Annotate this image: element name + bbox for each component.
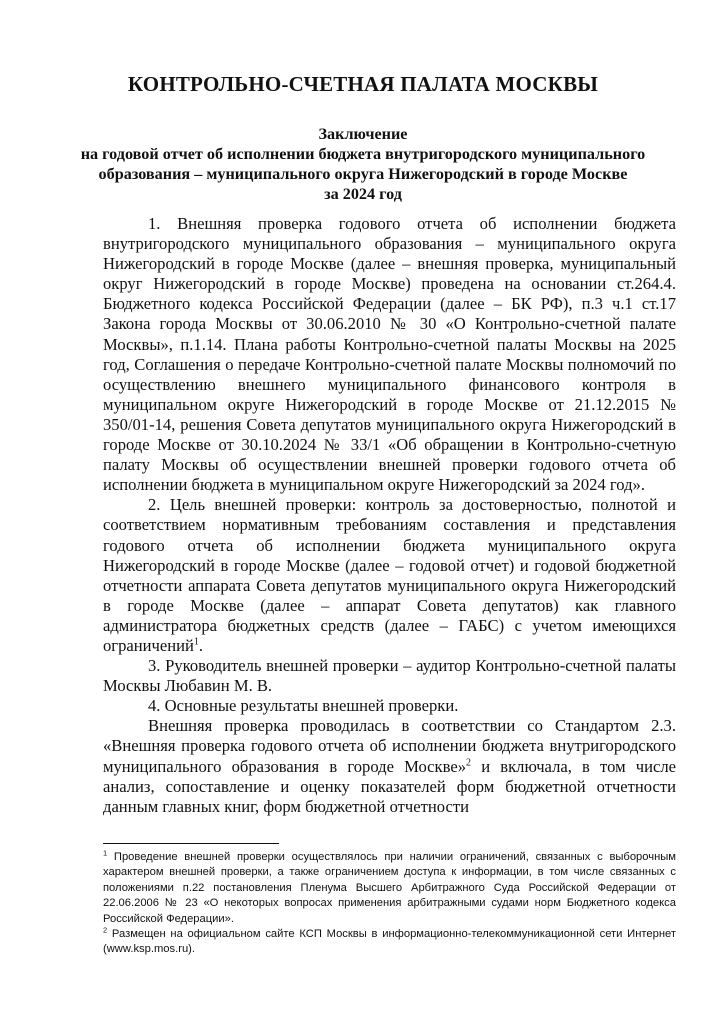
- paragraph-5: [103, 716, 676, 816]
- paragraph-4-text: 4. Основные результаты внешней проверки.: [148, 696, 459, 716]
- paragraph-1: [103, 214, 676, 495]
- paragraph-4: [103, 696, 676, 716]
- footnote-1-mark: 1: [103, 848, 108, 858]
- body-text: [103, 214, 676, 817]
- footnote-2-mark: 2: [103, 925, 108, 935]
- paragraph-2-text: 2. Цель внешней проверки: контроль за достоверностью, полнотой и соответствием нормативным требованиям составления и представления годового отчета об исполнении бюджета муниципального округа Нижегородский в городе Москве (далее – годовой отчет) и годовой бюджетной отчетности аппарата Совета депутатов муниципального округа Нижегородский в городе Москве (далее – аппарат Совета депутатов) как главного администратора бюджетных средств (далее – ГАБС) с учетом имеющихся ограничений: [103, 495, 676, 655]
- document-title-line: за 2024 год: [324, 185, 402, 203]
- footnote-1: [103, 850, 676, 927]
- paragraph-2: [103, 495, 676, 656]
- document-title: [80, 124, 646, 204]
- footnote-separator: [103, 843, 279, 844]
- paragraph-2-end: .: [198, 635, 204, 655]
- paragraph-5-continuation: и включала, в том числе анализ, сопоставление и оценку показателей форм бюджетной отчетности данным главных книг, форм бюджетной отчетности: [103, 756, 676, 816]
- paragraph-5-text: Внешняя проверка проводилась в соответствии со Стандартом 2.3. «Внешняя проверка годового отчета об исполнении бюджета внутригородского муниципального образования в городе Москве»: [103, 716, 676, 776]
- document-title-line: Заключение: [318, 125, 408, 143]
- document-title-line: образования – муниципального округа Нижегородский в городе Москве: [98, 165, 628, 183]
- footnotes: [103, 850, 676, 958]
- document-title-line: на годовой отчет об исполнении бюджета внутригородского муниципального: [80, 145, 646, 163]
- paragraph-1-text: 1. Внешняя проверка годового отчета об исполнении бюджета внутригородского муниципального образования – муниципального округа Нижегородский в городе Москве (далее – внешняя проверка, муниципальный округ Нижегородский в городе Москве) проведена на основании ст.264.4. Бюджетного кодекса Российской Федерации (далее – БК РФ), п.3 ч.1 ст.17 Закона города Москвы от 30.06.2010 № 30 «О Контрольно-счетной палате Москвы», п.1.14. Плана работы Контрольно-счетной палаты Москвы на 2025 год, Соглашения о передаче Контрольно-счетной палате Москвы полномочий по осуществлению внешнего муниципального финансового контроля в муниципальном округе Нижегородский в городе Москве от 21.12.2015 № 350/01-14, решения Совета депутатов муниципального округа Нижегородский в городе Москве от 30.10.2024 № 33/1 «Об обращении в Контрольно-счетную палату Москвы об осуществлении внешней проверки годового отчета об исполнении бюджета в муниципальном округе Нижегородский за 2024 год».: [103, 214, 676, 495]
- paragraph-3-text: 3. Руководитель внешней проверки – аудитор Контрольно-счетной палаты Москвы Любавин М. В.: [103, 656, 676, 696]
- organization-title: КОНТРОЛЬНО-СЧЕТНАЯ ПАЛАТА МОСКВЫ: [127, 72, 599, 96]
- footnote-2-text: Размещен на официальном сайте КСП Москвы в информационно-телекоммуникационной сети Интернет (www.ksp.mos.ru).: [103, 928, 676, 956]
- footnote-1-text: Проведение внешней проверки осуществлялось при наличии ограничений, связанных с выборочным характером внешней проверки, а также ограничением доступа к информации, в том числе связанных с положениями п.22 постановления Пленума Высшего Арбитражного Суда Российской Федерации от 22.06.2006 № 23 «О некоторых вопросах применения арбитражными судами норм Бюджетного кодекса Российской Федерации».: [103, 851, 676, 925]
- footnote-2: [103, 927, 676, 958]
- footnote-ref-1: 1: [193, 636, 199, 648]
- paragraph-3: [103, 656, 676, 696]
- footnote-ref-2: 2: [466, 757, 472, 768]
